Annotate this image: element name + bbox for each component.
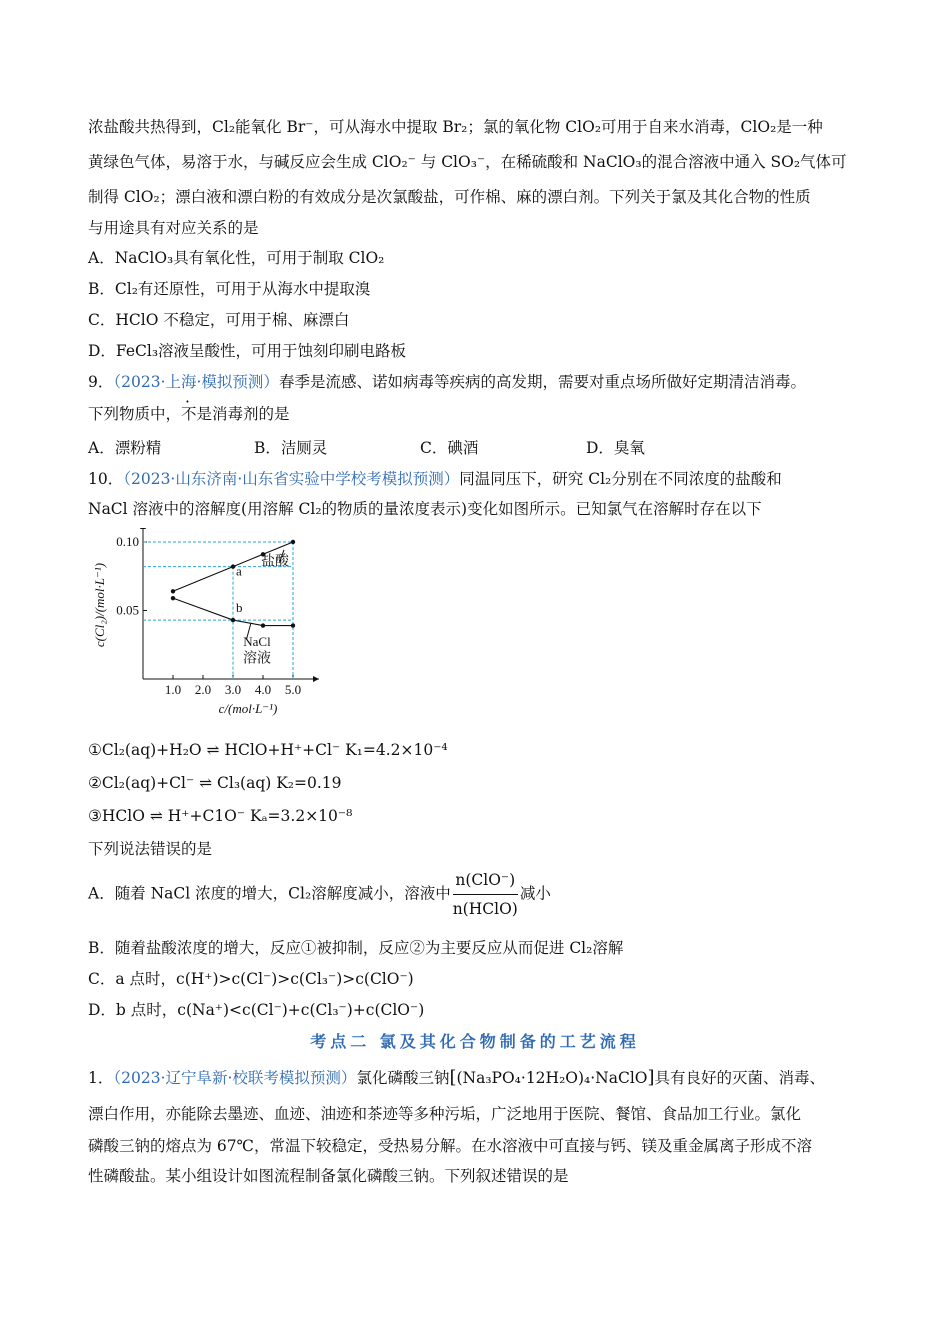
q10-eq-3: ③HClO ⇌ H⁺+C1O⁻ Kₐ=3.2×10⁻⁸: [88, 807, 353, 825]
q9-text-2b: 消毒剂的是: [212, 405, 290, 423]
q9-line-2: [88, 404, 290, 424]
hcl-series-label: 盐酸: [261, 554, 289, 570]
solubility-chart: [88, 528, 328, 728]
q9-options: [88, 438, 645, 458]
series-nacl-point: [231, 618, 235, 622]
q9-option-b: B．洁厕灵: [254, 439, 328, 457]
nacl-series-label: NaCl: [243, 634, 271, 650]
section-heading: 考点二 氯及其化合物制备的工艺流程: [310, 1032, 640, 1051]
x-tick-label: 3.0: [224, 682, 242, 697]
q9-option-c: C．碘酒: [420, 439, 479, 457]
q10-eq-1: ①Cl₂(aq)+H₂O ⇌ HClO+H⁺+Cl⁻ K₁=4.2×10⁻⁴: [88, 741, 448, 759]
q1-source: （2023·辽宁阜新·校联考模拟预测）: [113, 1069, 357, 1087]
ratio-fraction: [453, 868, 518, 921]
q1-text-1b: 具有良好的灭菌、消毒、: [654, 1069, 826, 1087]
x-axis-arrow: [313, 676, 319, 682]
q1-line-3: 磷酸三钠的熔点为 67℃，常温下较稳定，受热易分解。在水溶液中可直接与钙、镁及重金属离子形成不溶: [88, 1137, 812, 1155]
q9-text-2a: 下列物质中，: [88, 405, 182, 423]
q9-text-1: 春季是流感、诺如病毒等疾病的高发期，需要对重点场所做好定期清洁消毒。: [278, 373, 806, 391]
q10-line-2: NaCl 溶液中的溶解度(用溶解 Cl₂的物质的量浓度表示)变化如图所示。已知氯气在溶解时存在以下: [88, 500, 762, 518]
q1-line-1: [88, 1068, 825, 1088]
x-axis-label: c/(mol·L⁻¹): [218, 701, 278, 716]
x-tick-label: 4.0: [254, 682, 272, 697]
series-hcl-point: [171, 589, 175, 593]
series-nacl-point: [291, 623, 295, 627]
q1-line-2: 漂白作用，亦能除去墨迹、血迹、油迹和茶迹等多种污垢，广泛地用于医院、餐馆、食品加工行业。氯化: [88, 1105, 802, 1123]
q10-option-d: D．b 点时，c(Na⁺)<c(Cl⁻)+c(Cl₃⁻)+c(ClO⁻): [88, 1001, 425, 1019]
q10-number: 10．: [88, 470, 124, 488]
q9-option-a: A．漂粉精: [88, 439, 162, 457]
q10-source: （2023·山东济南·山东省实验中学校考模拟预测）: [123, 470, 460, 488]
q10-option-b: B．随着盐酸浓度的增大，反应①被抑制，反应②为主要反应从而促进 Cl₂溶解: [88, 939, 624, 957]
q10-option-a-post: 减小: [519, 884, 551, 903]
fraction-denominator: n(HClO): [452, 900, 518, 918]
intro-line-2: 黄绿色气体，易溶于水，与碱反应会生成 ClO₂⁻ 与 ClO₃⁻，在稀硫酸和 NaClO₃的混合溶液中通入 SO₂气体可: [88, 153, 847, 171]
intro-option-c: C．HClO 不稳定，可用于棉、麻漂白: [88, 311, 350, 329]
intro-line-1: 浓盐酸共热得到，Cl₂能氧化 Br⁻，可从海水中提取 Br₂；氯的氧化物 ClO₂可用于自来水消毒，ClO₂是一种: [88, 118, 823, 136]
fraction-numerator: n(ClO⁻): [453, 868, 518, 895]
intro-line-4: 与用途具有对应关系的是: [88, 219, 259, 237]
series-nacl-point: [171, 596, 175, 600]
q9-emphasis: 不是: [181, 405, 213, 423]
q10-option-a-pre: A．随着 NaCl 浓度的增大，Cl₂溶解度减小，溶液中: [88, 884, 451, 903]
q1-line-4: 性磷酸盐。某小组设计如图流程制备氯化磷酸三钠。下列叙述错误的是: [88, 1167, 569, 1185]
y-tick-label: 0.05: [116, 602, 139, 618]
series-hcl-point: [231, 564, 235, 568]
q9-option-d: D．臭氧: [586, 439, 645, 457]
chart-text: [92, 534, 301, 716]
q9-line-1: [88, 372, 806, 392]
y-tick-label: 0.10: [116, 533, 139, 549]
q10-eq-2: ②Cl₂(aq)+Cl⁻ ⇌ Cl₃(aq) K₂=0.19: [88, 774, 342, 792]
x-tick-label: 2.0: [194, 682, 212, 697]
formula-bracket-left: [: [449, 1067, 457, 1088]
nacl-series-label-2: 溶液: [243, 651, 271, 667]
series-hcl-point: [291, 540, 295, 544]
intro-option-b: B．Cl₂有还原性，可用于从海水中提取溴: [88, 280, 371, 298]
q10-option-a: [88, 868, 551, 921]
q10-prompt: 下列说法错误的是: [88, 840, 213, 858]
q1-text-1a: 氯化磷酸三钠: [356, 1069, 450, 1087]
point-label: b: [236, 600, 243, 616]
formula-bracket-right: ]: [647, 1067, 655, 1088]
q9-number: 9．: [88, 373, 114, 391]
q9-source: （2023·上海·模拟预测）: [113, 373, 279, 391]
x-tick-label: 5.0: [284, 682, 302, 697]
intro-option-a: A．NaClO₃具有氧化性，可用于制取 ClO₂: [88, 249, 385, 267]
series-nacl-point: [261, 623, 265, 627]
chart-axes: [140, 528, 319, 682]
q10-option-c: C．a 点时，c(H⁺)>c(Cl⁻)>c(Cl₃⁻)>c(ClO⁻): [88, 970, 414, 988]
intro-option-d: D．FeCl₃溶液呈酸性，可用于蚀刻印刷电路板: [88, 342, 407, 360]
q10-text-1: 同温同压下，研究 Cl₂分别在不同浓度的盐酸和: [459, 470, 782, 488]
x-tick-label: 1.0: [164, 682, 182, 697]
y-axis-label: c(Cl₂)/(mol·L⁻¹): [92, 562, 107, 648]
y-axis-arrow: [140, 528, 146, 529]
q10-line-1: [88, 469, 782, 489]
intro-line-3: 制得 ClO₂；漂白液和漂白粉的有效成分是次氯酸盐，可作棉、麻的漂白剂。下列关于氯及其化合物的性质: [88, 188, 811, 206]
q1-number: 1．: [88, 1069, 114, 1087]
q1-formula: (Na₃PO₄·12H₂O)₄·NaClO: [456, 1069, 648, 1087]
point-label: a: [236, 563, 242, 579]
